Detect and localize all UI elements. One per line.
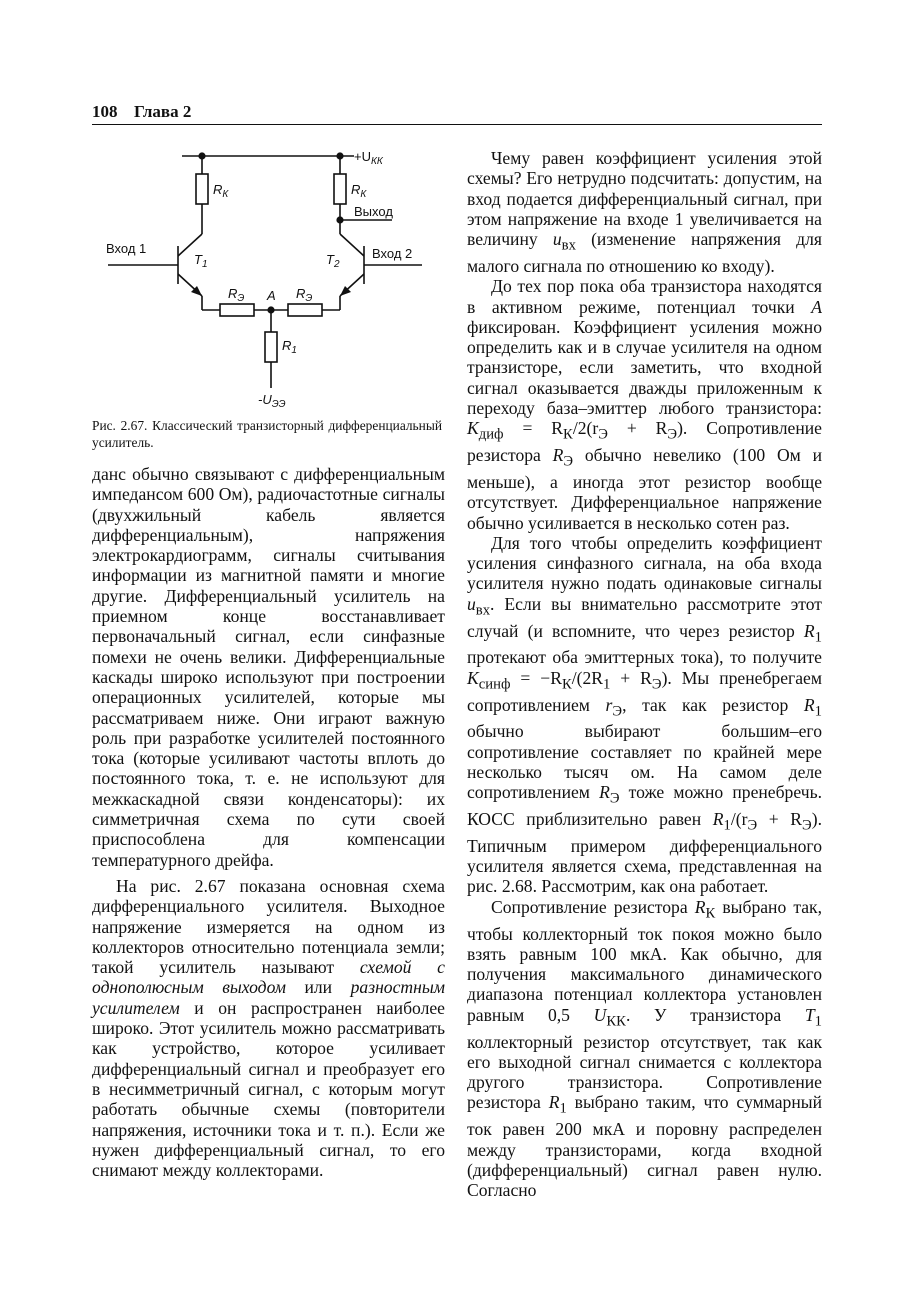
re-right-resistor <box>288 304 322 316</box>
t2-label: $T_2$ <box>326 252 340 270</box>
rk-right-label: $R_К$ <box>351 182 367 200</box>
re-left-label: $R_Э$ <box>228 286 245 304</box>
right-column <box>467 148 822 1200</box>
left-paragraph-1: данс обычно связывают с дифференциальным импедансом 600 Ом), радиочастотные сигналы (двухжильный кабель является дифференциальным), напряжения электрокардиограмм, сигналы считывания информации из магнитной памяти и многие другие. Дифференциальный усилитель на приемном конце восстанавливает первоначальный сигнал, если синфазные помехи не очень велики. Дифференциальные каскады широко используют при построении операционных усилителей, которые мы рассматриваем ниже. Они играют важную роль при разработке усилителей постоянного тока (которые усиливают частоты вплоть до постоянного тока, т. е. не используют для межкаскадной связи конденсаторы): их симметричная схема по сути своей приспособлена для компенсации температурного дрейфа. <box>92 464 445 870</box>
right-paragraph-2: До тех пор пока оба транзистора находятся в активном режиме, потенциал точки A фиксирован. Коэффициент усиления можно определить как и в случае усилителя на одном транзисторе, если заметить, что входной сигнал оказывается дважды приложенным к переходу база–эмиттер любого транзистора: $K_{диф} = R_К/2(r_Э + R_Э)$. Сопротивление резистора $R_Э$ обычно невелико (100 Ом и меньше), а иногда этот резистор вообще отсутствует. Дифференциальное напряжение обычно усиливается в несколько сотен раз. <box>467 276 822 533</box>
vee-label: $-U_{ЭЭ}$ <box>258 392 286 410</box>
page-header <box>92 100 822 125</box>
page-number: 108 <box>92 102 118 121</box>
t1-label: $T_1$ <box>194 252 208 270</box>
node-a-label: A <box>267 288 276 303</box>
right-paragraph-3: Для того чтобы определить коэффициент усиления синфазного сигнала, на оба входа усилителя нужно подать одинаковые сигналы $u_{вх}$. Если вы внимательно рассмотрите этот случай (и вспомните, что через резистор $R_1$ протекают оба эмиттерных тока), то получите $K_{синф} = -R_К/(2R_1 + R_Э)$. Мы пренебрегаем сопротивлением $r_Э$, так как резистор $R_1$ обычно выбирают большим–его сопротивление составляет по крайней мере несколько тысяч ом. На самом деле сопротивлением $R_Э$ тоже можно пренебречь. КОСС приблизительно равен $R_1/(r_Э + R_Э)$. Типичным примером дифференциального усилителя является схема, представленная на рис. 2.68. Рассмотрим, как она работает. <box>467 532 822 897</box>
output-label: Выход <box>354 204 393 219</box>
r1-label: $R_1$ <box>282 338 297 356</box>
figure-caption: Рис. 2.67. Классический транзисторный дифференциальный усилитель. <box>92 418 442 450</box>
rk-left-label: $R_К$ <box>213 182 229 200</box>
vcc-label: $+U_{КК}$ <box>354 149 383 167</box>
input2-label: Вход 2 <box>372 246 413 261</box>
re-left-resistor <box>220 304 254 316</box>
r1-resistor <box>265 332 277 362</box>
rk-right-resistor <box>334 174 346 204</box>
chapter-title: Глава 2 <box>134 102 192 121</box>
input1-label: Вход 1 <box>106 241 147 256</box>
re-right-label: $R_Э$ <box>296 286 313 304</box>
left-paragraph-2: На рис. 2.67 показана основная схема дифференциального усилителя. Выходное напряжение измеряется на одном из коллекторов относительно потенциала земли; такой усилитель называют схемой с однополюсным выходом или разностным усилителем и он распространен наиболее широко. Этот усилитель можно рассматривать как устройство, которое усиливает дифференциальный сигнал и преобразует его в несимметричный сигнал, с которым могут работать обычные схемы (повторители напряжения, источники тока и т. п.). Если же нужен дифференциальный сигнал, то его снимают между коллекторами. <box>92 875 445 1181</box>
right-paragraph-4: Сопротивление резистора $R_К$ выбрано так, чтобы коллекторный ток покоя можно было взять равным 100 мкА. Как обычно, для получения максимального динамического диапазона потенциал коллектора установлен равным 0,5 $U_{КК}$. У транзистора $T_1$ коллекторный резистор отсутствует, так как его выходной сигнал снимается с коллектора другого транзистора. Сопротивление резистора $R_1$ выбрано таким, что суммарный ток равен 200 мкА и поровну распределен между транзисторами, когда входной (дифференциальный) сигнал равен нулю. Согласно <box>467 896 823 1201</box>
circuit-diagram <box>92 136 452 426</box>
rk-left-resistor <box>196 174 208 204</box>
right-paragraph-1: Чему равен коэффициент усиления этой схемы? Его нетрудно подсчитать: допустим, на вход подается дифференциальный сигнал, при этом напряжение на входе 1 увеличивается на величину $u_{вх}$ (изменение напряжения для малого сигнала по отношению ко входу). <box>467 148 822 276</box>
left-column <box>92 464 445 1180</box>
